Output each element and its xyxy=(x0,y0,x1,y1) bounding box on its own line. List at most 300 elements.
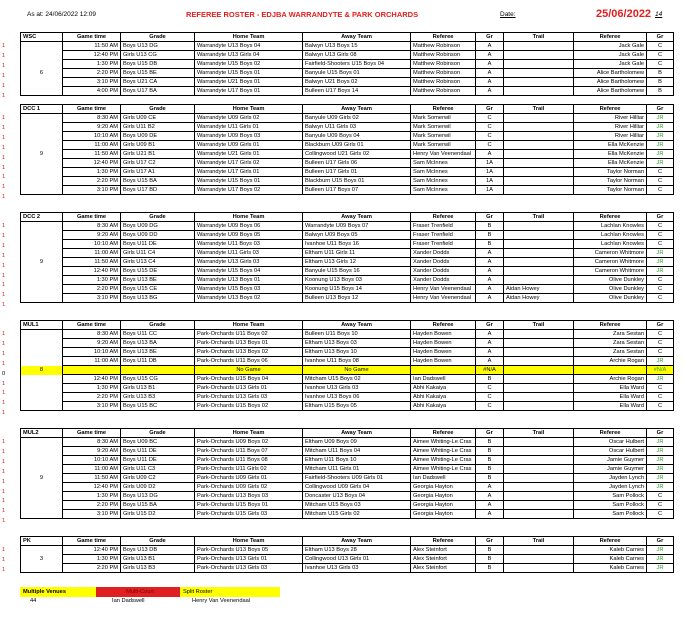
row-marker: 1 xyxy=(2,468,6,475)
column-header: Referee xyxy=(574,429,647,438)
row-marker: 1 xyxy=(2,350,6,357)
column-header: Gr xyxy=(476,33,504,42)
row-marker: 1 xyxy=(2,174,6,181)
table-row xyxy=(21,240,674,249)
referee-grade: B xyxy=(476,474,504,483)
column-header: Away Team xyxy=(303,429,411,438)
row-marker: 1 xyxy=(2,194,6,201)
roster-table xyxy=(20,32,674,96)
referee-grade: A xyxy=(476,330,504,339)
grade: Girls U13 CG xyxy=(121,51,195,60)
column-header: Gr xyxy=(476,213,504,222)
column-header: Referee xyxy=(411,105,476,114)
column-header: Grade xyxy=(121,105,195,114)
referee-grade: A xyxy=(476,258,504,267)
grade: Girls U13 C4 xyxy=(121,258,195,267)
roster-table xyxy=(20,104,674,195)
home-team: Warrandyte U13 Boys 04 xyxy=(195,42,303,51)
game-time: 8:30 AM xyxy=(63,438,121,447)
game-time: 11:00 AM xyxy=(63,465,121,474)
referee: Alex Steinfort xyxy=(411,546,476,555)
venue-name: MUL2 xyxy=(21,429,63,438)
home-team: Park-Orchards U11 Boys 06 xyxy=(195,357,303,366)
home-team: Warrandyte U13 Girls 03 xyxy=(195,258,303,267)
home-team: Park-Orchards U09 Girls 02 xyxy=(195,483,303,492)
away-team: Blackburn U15 Boys 01 xyxy=(303,177,411,186)
second-referee: Ella McKenzie xyxy=(574,159,647,168)
second-referee-grade: C xyxy=(647,240,674,249)
referee: Georgia Hayton xyxy=(411,483,476,492)
table-row xyxy=(21,330,674,339)
second-referee-grade: C xyxy=(647,492,674,501)
game-time: 2:20 PM xyxy=(63,69,121,78)
row-marker: 1 xyxy=(2,360,6,367)
referee-grade: C xyxy=(476,123,504,132)
venue-cell xyxy=(21,114,63,123)
game-time: 11:50 AM xyxy=(63,258,121,267)
row-marker: 1 xyxy=(2,242,6,249)
row-marker: 1 xyxy=(2,410,6,417)
grade: Boys U13 BG xyxy=(121,294,195,303)
game-time: 2:20 PM xyxy=(63,501,121,510)
table-row xyxy=(21,78,674,87)
referee-grade: A xyxy=(476,87,504,96)
grade: Boys U11 DB xyxy=(121,357,195,366)
referee: Georgia Hayton xyxy=(411,492,476,501)
second-referee-grade: JR xyxy=(647,132,674,141)
table-header-row xyxy=(21,33,674,42)
game-time: 9:20 AM xyxy=(63,339,121,348)
column-header: Home Team xyxy=(195,213,303,222)
referee: Matthew Robinson xyxy=(411,78,476,87)
table-row xyxy=(21,555,674,564)
away-team: Balwyn U21 Boys 02 xyxy=(303,78,411,87)
column-header: Referee xyxy=(411,429,476,438)
referee: Mark Somerwil xyxy=(411,141,476,150)
referee-grade: A xyxy=(476,510,504,519)
legend-name-1: Ian Dadswell xyxy=(112,598,145,604)
referee: Hayden Bowen xyxy=(411,330,476,339)
second-referee: River Hilliar xyxy=(574,132,647,141)
home-team: Park-Orchards U13 Girls 01 xyxy=(195,384,303,393)
referee-grade: A xyxy=(476,285,504,294)
trail-referee xyxy=(504,492,574,501)
away-team: Mitcham U15 Girls 02 xyxy=(303,510,411,519)
column-header: Gr xyxy=(647,33,674,42)
second-referee: Jack Gale xyxy=(574,60,647,69)
grade: Girls U09 CE xyxy=(121,114,195,123)
row-marker: 1 xyxy=(2,232,6,239)
column-header: Referee xyxy=(574,213,647,222)
game-time: 1:30 PM xyxy=(63,384,121,393)
venue-cell xyxy=(21,132,63,141)
home-team: Park-Orchards U13 Boys 01 xyxy=(195,339,303,348)
second-referee: Jamie Guymer xyxy=(574,456,647,465)
away-team: Koonung U15 Boys 14 xyxy=(303,285,411,294)
table-row xyxy=(21,186,674,195)
column-header: Game time xyxy=(63,429,121,438)
referee: Fraser Trenfield xyxy=(411,240,476,249)
home-team: No Game xyxy=(195,366,303,375)
grade: Boys U09 DE xyxy=(121,132,195,141)
second-referee-grade: B xyxy=(647,78,674,87)
referee-grade: A xyxy=(476,78,504,87)
referee: Sam McInnes xyxy=(411,186,476,195)
table-row xyxy=(21,465,674,474)
column-header: Away Team xyxy=(303,537,411,546)
table-header-row xyxy=(21,213,674,222)
column-header: Away Team xyxy=(303,321,411,330)
referee: Hayden Bowen xyxy=(411,357,476,366)
game-time: 10:10 AM xyxy=(63,132,121,141)
home-team: Park-Orchards U15 Boys 02 xyxy=(195,402,303,411)
trail-referee xyxy=(504,258,574,267)
referee-grade: B xyxy=(476,447,504,456)
game-time: 9:20 AM xyxy=(63,231,121,240)
table-row xyxy=(21,384,674,393)
referee: Georgia Hayton xyxy=(411,501,476,510)
venue-cell xyxy=(21,510,63,519)
home-team: Warrandyte U11 Boys 03 xyxy=(195,240,303,249)
game-time: 11:00 AM xyxy=(63,249,121,258)
game-time: 1:30 PM xyxy=(63,276,121,285)
legend-multi-court: Multi-Court xyxy=(96,587,184,597)
grade: Boys U15 BA xyxy=(121,177,195,186)
second-referee-grade: JR xyxy=(647,555,674,564)
referee-grade: B xyxy=(476,240,504,249)
trail-referee xyxy=(504,366,574,375)
referee-grade: B xyxy=(476,222,504,231)
referee: Abhi Kakaiya xyxy=(411,393,476,402)
table-row xyxy=(21,483,674,492)
venue-cell xyxy=(21,357,63,366)
grade: Boys U09 BC xyxy=(121,438,195,447)
table-row xyxy=(21,285,674,294)
row-marker: 1 xyxy=(2,134,6,141)
referee: Ian Dadswell xyxy=(411,375,476,384)
game-time: 3:10 PM xyxy=(63,402,121,411)
venue-cell xyxy=(21,276,63,285)
row-marker: 1 xyxy=(2,154,6,161)
away-team: Balwyn U09 Boys 05 xyxy=(303,231,411,240)
trail-referee xyxy=(504,465,574,474)
referee: Fraser Trenfield xyxy=(411,222,476,231)
table-row xyxy=(21,510,674,519)
grade: Boys U11 DE xyxy=(121,240,195,249)
table-row xyxy=(21,348,674,357)
venue-cell xyxy=(21,294,63,303)
column-header: Home Team xyxy=(195,429,303,438)
second-referee-grade: JR xyxy=(647,159,674,168)
away-team: Banyule U09 Boys 04 xyxy=(303,132,411,141)
referee-grade: A xyxy=(476,60,504,69)
grade: Boys U13 BE xyxy=(121,348,195,357)
referee-grade: A xyxy=(476,492,504,501)
second-referee: Lachlan Knowles xyxy=(574,231,647,240)
column-header: Grade xyxy=(121,321,195,330)
away-team: Banyule U15 Boys 01 xyxy=(303,69,411,78)
away-team: Bulleen U17 Girls 01 xyxy=(303,168,411,177)
trail-referee xyxy=(504,114,574,123)
trail-referee xyxy=(504,348,574,357)
second-referee-grade: C xyxy=(647,384,674,393)
referee-grade: A xyxy=(476,357,504,366)
trail-referee: Aidan Howey xyxy=(504,285,574,294)
trail-referee xyxy=(504,393,574,402)
row-marker: 1 xyxy=(2,164,6,171)
row-marker: 1 xyxy=(2,340,6,347)
home-team: Park-Orchards U11 Boys 07 xyxy=(195,447,303,456)
grade: Boys U17 BA xyxy=(121,87,195,96)
date-value: 25/06/2022 xyxy=(596,8,652,20)
away-team: No Game xyxy=(303,366,411,375)
grade: Boys U15 BC xyxy=(121,402,195,411)
referee: Aimee Whiting-Le Cras xyxy=(411,456,476,465)
second-referee: Kaleb Carnes xyxy=(574,564,647,573)
referee-grade: A xyxy=(476,294,504,303)
second-referee: Ella McKenzie xyxy=(574,141,647,150)
grade: Girls U13 B3 xyxy=(121,393,195,402)
game-time: 12:40 PM xyxy=(63,159,121,168)
second-referee-grade: JR xyxy=(647,357,674,366)
second-referee: Olive Dunkley xyxy=(574,285,647,294)
table-row xyxy=(21,141,674,150)
home-team: Park-Orchards U13 Boys 02 xyxy=(195,348,303,357)
away-team: Ivanhoe U11 Boys 08 xyxy=(303,357,411,366)
home-team: Warrandyte U17 Girls 02 xyxy=(195,159,303,168)
referee-grade: 1A xyxy=(476,168,504,177)
grade: Girls U11 C3 xyxy=(121,465,195,474)
roster-table xyxy=(20,212,674,303)
home-team: Warrandyte U09 Boys 03 xyxy=(195,132,303,141)
table-row xyxy=(21,87,674,96)
second-referee-grade: JR xyxy=(647,474,674,483)
as-at-timestamp: As at: 24/06/2022 12:09 xyxy=(27,11,97,18)
grade: Boys U13 BA xyxy=(121,339,195,348)
referee-grade: 1A xyxy=(476,177,504,186)
table-row xyxy=(21,501,674,510)
game-time: 12:40 PM xyxy=(63,267,121,276)
away-team: Fairfield-Shooters U09 Girls 01 xyxy=(303,474,411,483)
row-marker: 1 xyxy=(2,458,6,465)
row-marker: 1 xyxy=(2,400,6,407)
referee: Xander Dodds xyxy=(411,249,476,258)
second-referee: Ella McKenzie xyxy=(574,150,647,159)
second-referee: Sam Pollock xyxy=(574,492,647,501)
second-referee: Zara Sestan xyxy=(574,339,647,348)
venue-cell xyxy=(21,402,63,411)
trail-referee xyxy=(504,177,574,186)
home-team: Park-Orchards U09 Boys 02 xyxy=(195,438,303,447)
second-referee: Zara Sestan xyxy=(574,330,647,339)
venue-cell xyxy=(21,78,63,87)
home-team: Warrandyte U11 Girls 01 xyxy=(195,123,303,132)
referee: Xander Dodds xyxy=(411,276,476,285)
venue-cell xyxy=(21,231,63,240)
table-row xyxy=(21,159,674,168)
trail-referee xyxy=(504,375,574,384)
home-team: Warrandyte U17 Girls 01 xyxy=(195,168,303,177)
row-marker: 1 xyxy=(2,115,6,121)
trail-referee xyxy=(504,42,574,51)
table-row xyxy=(21,366,674,375)
trail-referee xyxy=(504,474,574,483)
second-referee-grade: C xyxy=(647,177,674,186)
row-marker: 1 xyxy=(2,439,6,445)
second-referee-grade: C xyxy=(647,393,674,402)
venue-name: DCC 1 xyxy=(21,105,63,114)
column-header: Referee xyxy=(411,213,476,222)
game-time: 3:10 PM xyxy=(63,294,121,303)
away-team: Balwyn U13 Girls 08 xyxy=(303,51,411,60)
grade: Girls U21 B1 xyxy=(121,150,195,159)
trail-referee xyxy=(504,60,574,69)
table-row xyxy=(21,150,674,159)
home-team: Warrandyte U09 Girls 02 xyxy=(195,114,303,123)
grade: Girls U11 B2 xyxy=(121,123,195,132)
trail-referee xyxy=(504,249,574,258)
referee: Matthew Robinson xyxy=(411,60,476,69)
table-row xyxy=(21,474,674,483)
referee-grade: C xyxy=(476,393,504,402)
referee: Georgia Hayton xyxy=(411,510,476,519)
referee: Hayden Bowen xyxy=(411,339,476,348)
column-header: Home Team xyxy=(195,33,303,42)
trail-referee xyxy=(504,402,574,411)
venue-cell xyxy=(21,564,63,573)
trail-referee xyxy=(504,501,574,510)
second-referee xyxy=(574,366,647,375)
row-marker: 1 xyxy=(2,82,6,89)
game-time: 2:20 PM xyxy=(63,564,121,573)
table-row xyxy=(21,546,674,555)
venue-name: WSC xyxy=(21,33,63,42)
referee-grade: C xyxy=(476,114,504,123)
second-referee-grade: C xyxy=(647,285,674,294)
trail-referee xyxy=(504,132,574,141)
trail-referee xyxy=(504,222,574,231)
referee: Matthew Robinson xyxy=(411,51,476,60)
second-referee-grade: C xyxy=(647,222,674,231)
second-referee-grade: JR xyxy=(647,447,674,456)
referee-grade: A xyxy=(476,249,504,258)
venue-cell xyxy=(21,177,63,186)
home-team: Warrandyte U17 Boys 01 xyxy=(195,87,303,96)
table-row xyxy=(21,222,674,231)
second-referee: Kaleb Carnes xyxy=(574,546,647,555)
venue-cell xyxy=(21,141,63,150)
trail-referee xyxy=(504,384,574,393)
home-team: Warrandyte U09 Girls 01 xyxy=(195,141,303,150)
column-header: Game time xyxy=(63,105,121,114)
game-time: 8:30 AM xyxy=(63,222,121,231)
column-header: Grade xyxy=(121,537,195,546)
grade: Boys U15 DB xyxy=(121,60,195,69)
away-team: Collingwood U09 Girls 04 xyxy=(303,483,411,492)
trail-referee xyxy=(504,546,574,555)
table-row xyxy=(21,339,674,348)
referee: Hayden Bowen xyxy=(411,348,476,357)
column-header: Gr xyxy=(647,105,674,114)
table-row xyxy=(21,267,674,276)
game-time: 11:00 AM xyxy=(63,357,121,366)
row-marker: 1 xyxy=(2,144,6,151)
trail-referee xyxy=(504,438,574,447)
trail-referee xyxy=(504,141,574,150)
game-time: 11:50 AM xyxy=(63,42,121,51)
home-team: Warrandyte U15 Boys 03 xyxy=(195,285,303,294)
venue-cell xyxy=(21,375,63,384)
column-header: Gr xyxy=(647,321,674,330)
away-team: Fairfield-Shooters U15 Boys 04 xyxy=(303,60,411,69)
referee-grade: B xyxy=(476,438,504,447)
referee xyxy=(411,366,476,375)
away-team: Koonung U13 Boys 03 xyxy=(303,276,411,285)
page-title: REFEREE ROSTER - EDJBA WARRANDYTE & PARK ORCHARDS xyxy=(186,10,419,19)
second-referee: Taylor Norman xyxy=(574,168,647,177)
grade: Boys U15 BE xyxy=(121,69,195,78)
game-count: 9 xyxy=(21,258,63,267)
away-team: Eltham U15 Boys 05 xyxy=(303,402,411,411)
column-header: Gr xyxy=(647,429,674,438)
referee: Sam McInnes xyxy=(411,177,476,186)
away-team: Eltham U11 Girls 11 xyxy=(303,249,411,258)
game-time: 12:40 PM xyxy=(63,375,121,384)
referee: Henry Van Veenendaal xyxy=(411,285,476,294)
home-team: Warrandyte U15 Boys 04 xyxy=(195,267,303,276)
second-referee: Cameron Whitmore xyxy=(574,267,647,276)
venue-cell xyxy=(21,483,63,492)
table-row xyxy=(21,492,674,501)
away-team: Blackburn U09 Girls 01 xyxy=(303,141,411,150)
second-referee: Sam Pollock xyxy=(574,510,647,519)
referee-grade: C xyxy=(476,402,504,411)
row-marker: 1 xyxy=(2,43,6,49)
referee-grade: A xyxy=(476,150,504,159)
trail-referee xyxy=(504,231,574,240)
table-header-row xyxy=(21,429,674,438)
away-team: Collingwood U13 Girls 01 xyxy=(303,555,411,564)
table-row xyxy=(21,447,674,456)
second-referee-grade: JR xyxy=(647,438,674,447)
away-team: Eltham U11 Boys 10 xyxy=(303,456,411,465)
row-marker: 1 xyxy=(2,262,6,269)
trail-referee xyxy=(504,276,574,285)
referee-grade: B xyxy=(476,231,504,240)
away-team: Eltham U09 Boys 09 xyxy=(303,438,411,447)
row-marker: 1 xyxy=(2,566,6,573)
row-marker: 1 xyxy=(2,390,6,397)
second-referee: Ella Ward xyxy=(574,402,647,411)
table-header-row xyxy=(21,537,674,546)
game-time: 11:50 AM xyxy=(63,150,121,159)
row-marker: 1 xyxy=(2,448,6,455)
trail-referee xyxy=(504,69,574,78)
trail-referee xyxy=(504,78,574,87)
referee-grade: A xyxy=(476,348,504,357)
second-referee: Oscar Hulbert xyxy=(574,438,647,447)
away-team: Eltham U13 Boys 03 xyxy=(303,339,411,348)
table-row xyxy=(21,114,674,123)
grade: Girls U09 C2 xyxy=(121,474,195,483)
home-team: Warrandyte U15 Boys 01 xyxy=(195,69,303,78)
referee-grade: A xyxy=(476,42,504,51)
row-marker: 1 xyxy=(2,498,6,505)
grade: Boys U17 BD xyxy=(121,186,195,195)
second-referee: Jamie Guymer xyxy=(574,465,647,474)
row-marker: 1 xyxy=(2,252,6,259)
referee-grade: 1A xyxy=(476,186,504,195)
